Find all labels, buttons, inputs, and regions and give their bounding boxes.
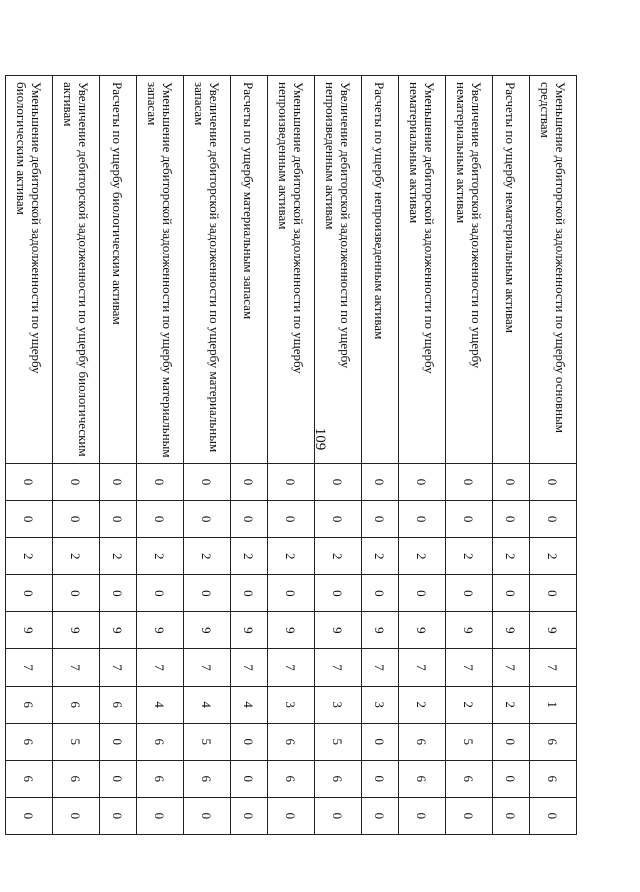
code-cell: 0 <box>53 797 100 834</box>
code-cell: 0 <box>530 501 577 538</box>
code-cell: 0 <box>530 464 577 501</box>
code-cell: 5 <box>446 723 493 760</box>
code-cell: 0 <box>268 464 315 501</box>
code-cell: 0 <box>315 575 362 612</box>
code-cell: 0 <box>6 575 53 612</box>
code-cell: 9 <box>362 612 399 649</box>
code-cell: 0 <box>184 575 231 612</box>
code-cell: 2 <box>446 686 493 723</box>
code-cell: 0 <box>399 797 446 834</box>
code-cell: 4 <box>231 686 268 723</box>
code-cell: 6 <box>137 760 184 797</box>
code-cell: 7 <box>446 649 493 686</box>
code-cell: 0 <box>362 464 399 501</box>
code-cell: 6 <box>100 686 137 723</box>
code-cell: 0 <box>100 575 137 612</box>
code-cell: 0 <box>231 575 268 612</box>
code-cell: 7 <box>399 649 446 686</box>
code-cell: 7 <box>53 649 100 686</box>
row-label: Увеличение дебиторской задолженности по ущербу нематериальным активам <box>446 76 493 464</box>
code-cell: 5 <box>53 723 100 760</box>
table-row <box>231 76 268 835</box>
code-cell: 0 <box>446 575 493 612</box>
page-number: 109 <box>312 427 328 451</box>
code-cell: 3 <box>268 686 315 723</box>
code-cell: 0 <box>362 723 399 760</box>
code-cell: 0 <box>231 501 268 538</box>
code-cell: 6 <box>315 760 362 797</box>
code-cell: 6 <box>530 723 577 760</box>
code-cell: 9 <box>493 612 530 649</box>
code-cell: 0 <box>493 464 530 501</box>
code-cell: 0 <box>493 723 530 760</box>
code-cell: 0 <box>184 501 231 538</box>
code-cell: 0 <box>493 501 530 538</box>
row-label: Уменьшение дебиторской задолженности по ущербу основным средствам <box>530 76 577 464</box>
code-cell: 9 <box>137 612 184 649</box>
code-cell: 9 <box>6 612 53 649</box>
code-cell: 6 <box>6 760 53 797</box>
table-row <box>100 76 137 835</box>
code-cell: 0 <box>53 464 100 501</box>
code-cell: 0 <box>137 501 184 538</box>
code-cell: 4 <box>137 686 184 723</box>
code-cell: 6 <box>268 760 315 797</box>
code-cell: 0 <box>315 464 362 501</box>
code-cell: 2 <box>6 538 53 575</box>
code-cell: 0 <box>100 760 137 797</box>
table-row <box>184 76 231 835</box>
code-cell: 6 <box>399 723 446 760</box>
code-cell: 9 <box>268 612 315 649</box>
row-label: Расчеты по ущербу непроизведенным активам <box>362 76 399 464</box>
code-cell: 0 <box>268 575 315 612</box>
table-row <box>137 76 184 835</box>
code-cell: 0 <box>268 501 315 538</box>
code-cell: 0 <box>100 464 137 501</box>
code-cell: 0 <box>53 575 100 612</box>
code-cell: 0 <box>315 797 362 834</box>
code-cell: 2 <box>137 538 184 575</box>
code-cell: 0 <box>231 797 268 834</box>
code-cell: 0 <box>446 797 493 834</box>
code-cell: 9 <box>184 612 231 649</box>
code-cell: 0 <box>399 575 446 612</box>
code-cell: 6 <box>6 686 53 723</box>
code-cell: 6 <box>137 723 184 760</box>
code-cell: 0 <box>493 575 530 612</box>
code-cell: 7 <box>530 649 577 686</box>
code-cell: 6 <box>399 760 446 797</box>
code-cell: 2 <box>530 538 577 575</box>
code-cell: 2 <box>446 538 493 575</box>
code-cell: 2 <box>184 538 231 575</box>
code-cell: 0 <box>137 575 184 612</box>
code-cell: 0 <box>6 464 53 501</box>
code-cell: 7 <box>362 649 399 686</box>
code-cell: 0 <box>231 723 268 760</box>
code-cell: 0 <box>100 797 137 834</box>
code-cell: 3 <box>315 686 362 723</box>
accounts-table <box>5 75 577 835</box>
code-cell: 7 <box>184 649 231 686</box>
code-cell: 0 <box>315 501 362 538</box>
code-cell: 9 <box>530 612 577 649</box>
code-cell: 0 <box>231 760 268 797</box>
code-cell: 0 <box>530 575 577 612</box>
row-label: Увеличение дебиторской задолженности по ущербу непроизведенным активам <box>315 76 362 464</box>
code-cell: 2 <box>399 538 446 575</box>
code-cell: 2 <box>268 538 315 575</box>
row-label: Увеличение дебиторской задолженности по ущербу биологическим активам <box>53 76 100 464</box>
code-cell: 5 <box>315 723 362 760</box>
code-cell: 7 <box>268 649 315 686</box>
code-cell: 9 <box>231 612 268 649</box>
code-cell: 6 <box>53 760 100 797</box>
code-cell: 0 <box>184 464 231 501</box>
code-cell: 5 <box>184 723 231 760</box>
code-cell: 0 <box>137 797 184 834</box>
code-cell: 7 <box>137 649 184 686</box>
code-cell: 9 <box>446 612 493 649</box>
code-cell: 9 <box>100 612 137 649</box>
code-cell: 2 <box>53 538 100 575</box>
code-cell: 0 <box>137 464 184 501</box>
table-row <box>6 76 53 835</box>
code-cell: 2 <box>493 538 530 575</box>
code-cell: 0 <box>231 464 268 501</box>
code-cell: 7 <box>100 649 137 686</box>
code-cell: 6 <box>446 760 493 797</box>
row-label: Расчеты по ущербу биологическим активам <box>100 76 137 464</box>
table-body <box>6 76 577 835</box>
table-row <box>493 76 530 835</box>
code-cell: 6 <box>268 723 315 760</box>
code-cell: 1 <box>530 686 577 723</box>
code-cell: 6 <box>530 760 577 797</box>
code-cell: 2 <box>399 686 446 723</box>
code-cell: 0 <box>100 723 137 760</box>
table-row <box>399 76 446 835</box>
row-label: Уменьшение дебиторской задолженности по ущербу непроизведенным активам <box>268 76 315 464</box>
code-cell: 0 <box>493 760 530 797</box>
table-row <box>268 76 315 835</box>
code-cell: 9 <box>315 612 362 649</box>
code-cell: 0 <box>184 797 231 834</box>
table-row <box>53 76 100 835</box>
table-row <box>362 76 399 835</box>
code-cell: 0 <box>6 797 53 834</box>
code-cell: 0 <box>362 760 399 797</box>
code-cell: 4 <box>184 686 231 723</box>
code-cell: 2 <box>493 686 530 723</box>
code-cell: 0 <box>446 464 493 501</box>
code-cell: 0 <box>399 464 446 501</box>
row-label: Уменьшение дебиторской задолженности по ущербу материальным запасам <box>137 76 184 464</box>
row-label: Увеличение дебиторской задолженности по ущербу материальным запасам <box>184 76 231 464</box>
code-cell: 9 <box>53 612 100 649</box>
code-cell: 0 <box>6 501 53 538</box>
code-cell: 7 <box>231 649 268 686</box>
code-cell: 7 <box>315 649 362 686</box>
code-cell: 0 <box>53 501 100 538</box>
row-label: Расчеты по ущербу нематериальным активам <box>493 76 530 464</box>
code-cell: 6 <box>6 723 53 760</box>
code-cell: 6 <box>53 686 100 723</box>
code-cell: 0 <box>446 501 493 538</box>
row-label: Уменьшение дебиторской задолженности по ущербу биологическим активам <box>6 76 53 464</box>
code-cell: 0 <box>362 797 399 834</box>
table-row <box>530 76 577 835</box>
code-cell: 3 <box>362 686 399 723</box>
row-label: Уменьшение дебиторской задолженности по ущербу нематериальным активам <box>399 76 446 464</box>
code-cell: 2 <box>362 538 399 575</box>
code-cell: 0 <box>493 797 530 834</box>
code-cell: 2 <box>100 538 137 575</box>
code-cell: 0 <box>362 501 399 538</box>
code-cell: 7 <box>6 649 53 686</box>
code-cell: 0 <box>530 797 577 834</box>
code-cell: 0 <box>399 501 446 538</box>
code-cell: 9 <box>399 612 446 649</box>
table-row <box>446 76 493 835</box>
row-label: Расчеты по ущербу материальным запасам <box>231 76 268 464</box>
code-cell: 0 <box>100 501 137 538</box>
code-cell: 0 <box>362 575 399 612</box>
code-cell: 7 <box>493 649 530 686</box>
table-row <box>315 76 362 835</box>
code-cell: 2 <box>231 538 268 575</box>
code-cell: 6 <box>184 760 231 797</box>
code-cell: 2 <box>315 538 362 575</box>
code-cell: 0 <box>268 797 315 834</box>
